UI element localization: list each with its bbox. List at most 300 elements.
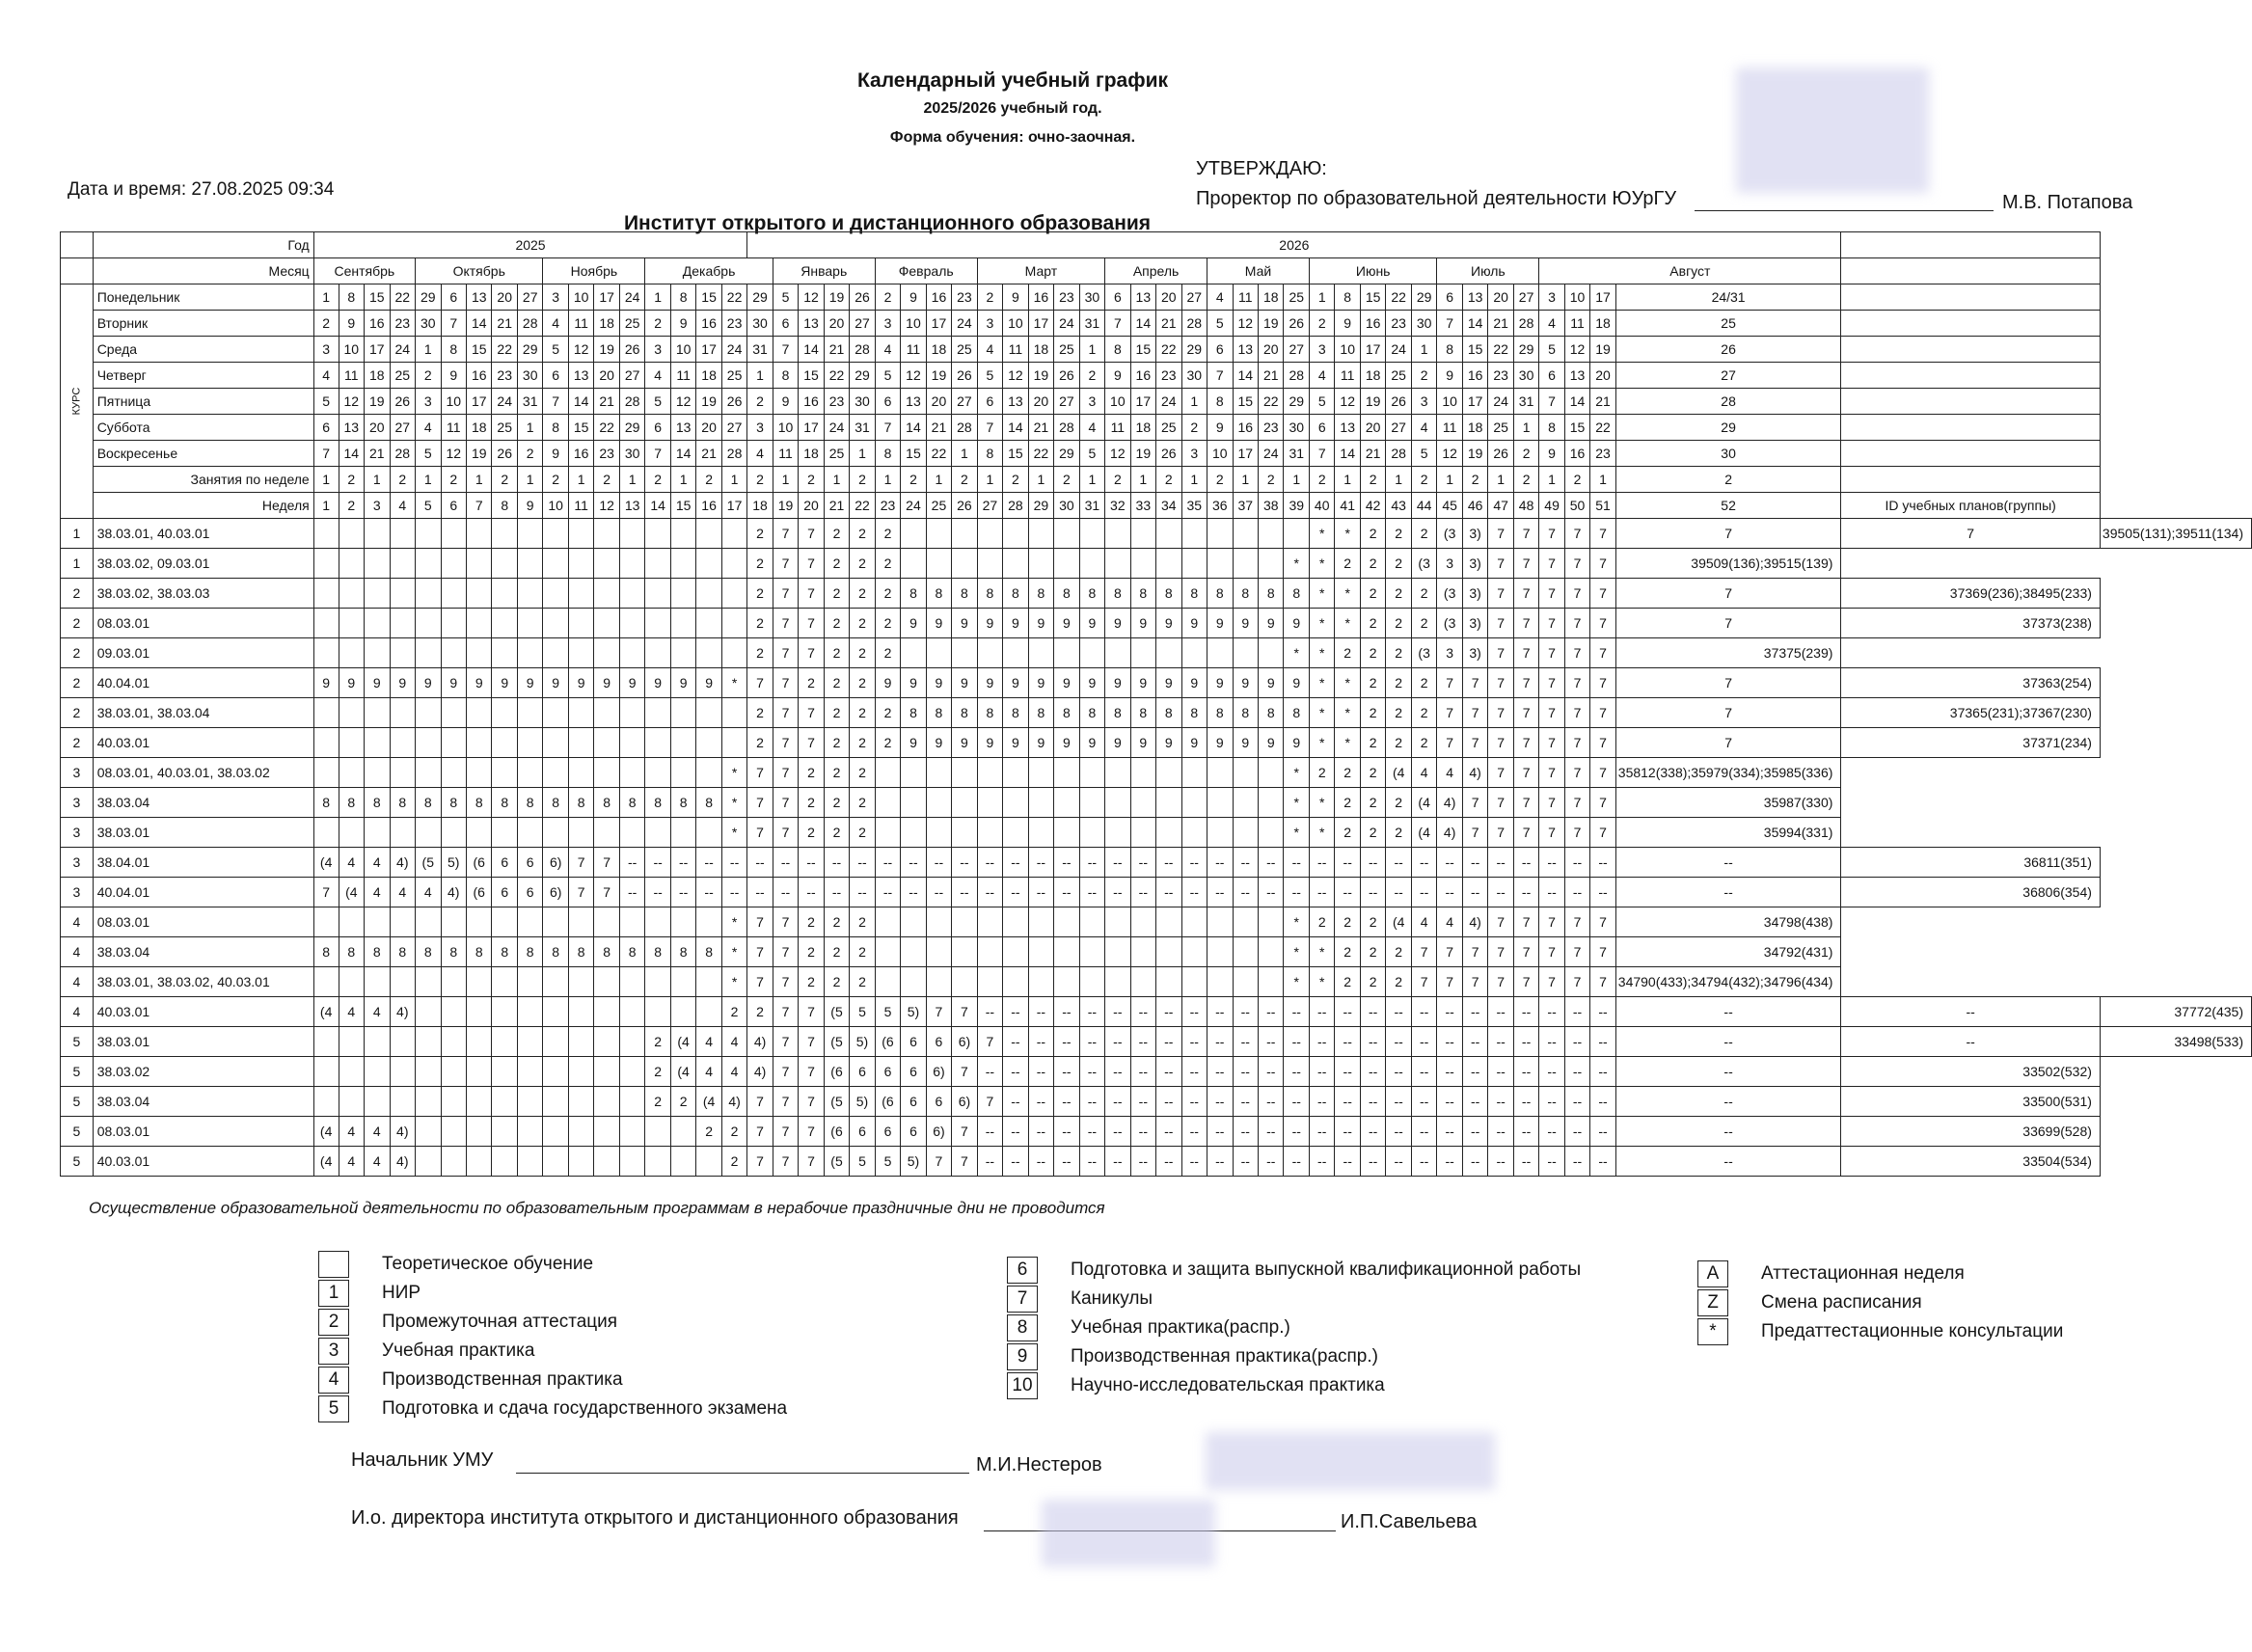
schedule-cell: 8 xyxy=(416,937,441,967)
week-number: 2 xyxy=(339,493,364,519)
schedule-cell xyxy=(1233,549,1258,579)
schedule-cell: * xyxy=(1335,698,1360,728)
lessons-cell: 1 xyxy=(824,467,849,493)
schedule-cell xyxy=(594,818,619,848)
schedule-cell xyxy=(517,907,542,937)
schedule-cell: -- xyxy=(1411,848,1436,878)
schedule-cell: -- xyxy=(721,848,746,878)
schedule-cell: -- xyxy=(1360,848,1385,878)
date-cell: 25 xyxy=(619,311,644,337)
schedule-cell: 9 xyxy=(1207,728,1233,758)
date-cell: 1 xyxy=(1079,337,1104,363)
schedule-cell: 8 xyxy=(1054,698,1079,728)
schedule-cell: 7 xyxy=(1615,519,1841,549)
schedule-cell: -- xyxy=(1003,997,1028,1027)
date-cell: 17 xyxy=(466,389,491,415)
schedule-cell: 9 xyxy=(1105,609,1130,638)
lessons-cell: 1 xyxy=(1590,467,1615,493)
schedule-cell: -- xyxy=(1259,997,1284,1027)
table-row xyxy=(61,698,2252,728)
schedule-cell: -- xyxy=(1564,878,1589,907)
schedule-cell: 7 xyxy=(799,997,824,1027)
schedule-cell: 2 xyxy=(747,549,773,579)
specialty-codes: 38.03.04 xyxy=(93,937,313,967)
date-cell: 2 xyxy=(517,441,542,467)
schedule-cell xyxy=(517,549,542,579)
date-cell: 12 xyxy=(339,389,364,415)
schedule-cell xyxy=(1079,638,1104,668)
date-cell: 9 xyxy=(441,363,466,389)
lessons-cell: 1 xyxy=(416,467,441,493)
schedule-cell: -- xyxy=(1411,1027,1436,1057)
lessons-cell: 1 xyxy=(773,467,798,493)
lessons-cell: 2 xyxy=(1054,467,1079,493)
date-cell: 2 xyxy=(875,284,900,311)
lessons-cell: 1 xyxy=(466,467,491,493)
schedule-cell: -- xyxy=(1309,1027,1334,1057)
schedule-cell: -- xyxy=(1360,1117,1385,1147)
date-cell: 17 xyxy=(926,311,951,337)
schedule-cell: -- xyxy=(1233,1147,1258,1177)
schedule-cell: -- xyxy=(1590,997,1615,1027)
date-cell: 22 xyxy=(492,337,517,363)
date-cell: 16 xyxy=(1360,311,1385,337)
schedule-cell xyxy=(568,728,593,758)
schedule-cell: 7 xyxy=(1411,967,1436,997)
schedule-cell xyxy=(952,758,977,788)
schedule-cell: 8 xyxy=(1284,579,1309,609)
schedule-cell: (3 xyxy=(1437,579,1462,609)
schedule-cell xyxy=(339,907,364,937)
date-cell: 9 xyxy=(1335,311,1360,337)
schedule-cell xyxy=(568,818,593,848)
ids-blank xyxy=(1841,311,2101,337)
schedule-cell: * xyxy=(1284,937,1309,967)
schedule-cell xyxy=(466,907,491,937)
schedule-cell: 7 xyxy=(1590,728,1615,758)
specialty-codes: 40.04.01 xyxy=(93,668,313,698)
specialty-codes: 38.03.01, 38.03.02, 40.03.01 xyxy=(93,967,313,997)
date-cell: 24 xyxy=(1156,389,1181,415)
date-cell: 1 xyxy=(850,441,875,467)
date-cell: 12 xyxy=(1233,311,1258,337)
date-cell: 8 xyxy=(773,363,798,389)
schedule-cell: -- xyxy=(824,878,849,907)
schedule-cell: (3 xyxy=(1411,549,1436,579)
schedule-cell: -- xyxy=(773,848,798,878)
schedule-cell: 9 xyxy=(1028,728,1053,758)
schedule-cell: -- xyxy=(926,878,951,907)
date-cell: 6 xyxy=(1309,415,1334,441)
schedule-cell: 7 xyxy=(773,758,798,788)
date-cell: 5 xyxy=(645,389,670,415)
date-cell: 7 xyxy=(1539,389,1564,415)
date-cell: 21 xyxy=(696,441,721,467)
legend-item xyxy=(318,1250,787,1279)
schedule-cell: 2 xyxy=(1386,579,1411,609)
schedule-cell xyxy=(1028,818,1053,848)
month-header: Июнь xyxy=(1309,258,1436,284)
date-cell: 14 xyxy=(568,389,593,415)
schedule-cell: 2 xyxy=(850,818,875,848)
schedule-cell: 2 xyxy=(1386,788,1411,818)
schedule-cell xyxy=(619,579,644,609)
course-number: 3 xyxy=(61,878,94,907)
approver-name: М.В. Потапова xyxy=(2002,192,2133,213)
schedule-cell xyxy=(416,967,441,997)
schedule-cell: * xyxy=(1309,668,1334,698)
schedule-cell: 7 xyxy=(1841,519,2101,549)
schedule-cell xyxy=(1003,818,1028,848)
date-cell: 4 xyxy=(1079,415,1104,441)
schedule-cell: 2 xyxy=(850,788,875,818)
date-cell: 23 xyxy=(1386,311,1411,337)
ids-blank xyxy=(1841,389,2101,415)
schedule-cell xyxy=(1054,788,1079,818)
schedule-cell: 2 xyxy=(1309,758,1334,788)
schedule-cell xyxy=(416,698,441,728)
schedule-cell: 8 xyxy=(543,937,568,967)
plan-ids: 36811(351) xyxy=(1841,848,2101,878)
schedule-cell: * xyxy=(1309,579,1334,609)
date-cell: 17 xyxy=(696,337,721,363)
schedule-cell xyxy=(339,519,364,549)
schedule-cell: -- xyxy=(1028,997,1053,1027)
date-cell: 7 xyxy=(773,337,798,363)
weekday-label: Вторник xyxy=(93,311,313,337)
schedule-cell xyxy=(926,519,951,549)
schedule-cell xyxy=(313,519,339,549)
schedule-cell: -- xyxy=(1309,1117,1334,1147)
date-cell: 19 xyxy=(926,363,951,389)
date-cell: 20 xyxy=(1488,284,1513,311)
date-cell: 11 xyxy=(1437,415,1462,441)
schedule-cell: -- xyxy=(1207,1117,1233,1147)
schedule-cell: 4 xyxy=(1411,758,1436,788)
schedule-cell: 7 xyxy=(747,818,773,848)
schedule-cell: * xyxy=(1309,937,1334,967)
schedule-cell xyxy=(416,1147,441,1177)
date-cell: 8 xyxy=(1437,337,1462,363)
schedule-cell: 7 xyxy=(799,698,824,728)
date-cell: 30 xyxy=(1181,363,1207,389)
schedule-cell: -- xyxy=(1054,1147,1079,1177)
date-cell: 8 xyxy=(543,415,568,441)
schedule-cell xyxy=(1259,967,1284,997)
director-name: И.П.Савельева xyxy=(1341,1511,1478,1532)
legend-code: 3 xyxy=(318,1338,349,1365)
schedule-cell xyxy=(977,638,1002,668)
week-number: 22 xyxy=(850,493,875,519)
table-row xyxy=(61,758,2252,788)
schedule-cell: 7 xyxy=(1513,579,1538,609)
schedule-cell: 7 xyxy=(1539,937,1564,967)
legend-label: Научно-исследовательская практика xyxy=(1071,1375,1385,1395)
schedule-cell xyxy=(416,728,441,758)
schedule-cell: -- xyxy=(1539,848,1564,878)
date-cell: 10 xyxy=(901,311,926,337)
kurs-vertical-label xyxy=(61,284,94,519)
schedule-cell: 8 xyxy=(645,937,670,967)
table-row xyxy=(61,1057,2252,1087)
date-cell: 9 xyxy=(543,441,568,467)
date-cell: 5 xyxy=(1539,337,1564,363)
schedule-cell: -- xyxy=(1105,1147,1130,1177)
schedule-cell: 2 xyxy=(824,609,849,638)
schedule-cell: -- xyxy=(1462,997,1487,1027)
schedule-cell: 9 xyxy=(466,668,491,698)
date-cell: 3 xyxy=(543,284,568,311)
schedule-cell: -- xyxy=(1564,1147,1589,1177)
date-cell: 11 xyxy=(670,363,695,389)
date-cell: 25 xyxy=(390,363,415,389)
schedule-cell xyxy=(1028,549,1053,579)
table-row xyxy=(61,907,2252,937)
date-cell: 5 xyxy=(313,389,339,415)
date-cell: 27 xyxy=(1615,363,1841,389)
schedule-cell: 2 xyxy=(1360,609,1385,638)
schedule-cell xyxy=(1207,967,1233,997)
schedule-cell: 2 xyxy=(875,698,900,728)
schedule-cell: 2 xyxy=(1386,967,1411,997)
date-cell: 27 xyxy=(619,363,644,389)
schedule-cell xyxy=(517,818,542,848)
schedule-cell: 8 xyxy=(952,579,977,609)
date-cell: 21 xyxy=(824,337,849,363)
schedule-cell: 7 xyxy=(799,728,824,758)
week-number: 6 xyxy=(441,493,466,519)
date-cell: 27 xyxy=(390,415,415,441)
schedule-cell: 4 xyxy=(339,848,364,878)
date-cell: 10 xyxy=(1105,389,1130,415)
schedule-cell: 6 xyxy=(901,1087,926,1117)
specialty-codes: 40.04.01 xyxy=(93,878,313,907)
schedule-cell xyxy=(1259,818,1284,848)
print-datetime: Дата и время: 27.08.2025 09:34 xyxy=(68,179,335,200)
date-cell: 3 xyxy=(313,337,339,363)
schedule-cell: 7 xyxy=(1564,728,1589,758)
date-cell: 16 xyxy=(926,284,951,311)
date-cell: 8 xyxy=(977,441,1002,467)
plan-ids: 36806(354) xyxy=(1841,878,2101,907)
date-cell: 24 xyxy=(824,415,849,441)
schedule-cell xyxy=(313,579,339,609)
schedule-cell: 2 xyxy=(824,818,849,848)
schedule-cell: 7 xyxy=(799,1057,824,1087)
schedule-cell: -- xyxy=(1539,878,1564,907)
schedule-cell: 7 xyxy=(747,1087,773,1117)
schedule-cell: 6) xyxy=(543,878,568,907)
date-cell: 13 xyxy=(901,389,926,415)
schedule-cell: 9 xyxy=(1156,609,1181,638)
schedule-cell: -- xyxy=(1259,1087,1284,1117)
schedule-cell: 2 xyxy=(1411,698,1436,728)
schedule-cell: 2 xyxy=(1360,788,1385,818)
schedule-cell: -- xyxy=(1028,848,1053,878)
schedule-cell xyxy=(517,609,542,638)
date-cell: 4 xyxy=(977,337,1002,363)
schedule-cell: -- xyxy=(1462,878,1487,907)
schedule-cell xyxy=(1054,967,1079,997)
schedule-cell: 7 xyxy=(1513,698,1538,728)
schedule-cell xyxy=(670,997,695,1027)
legend-column-2 xyxy=(1007,1256,1581,1400)
schedule-cell: 7 xyxy=(1513,937,1538,967)
schedule-cell: 4) xyxy=(441,878,466,907)
schedule-cell: -- xyxy=(619,878,644,907)
schedule-cell: -- xyxy=(1437,848,1462,878)
schedule-cell: 7 xyxy=(1539,728,1564,758)
schedule-cell: 7 xyxy=(1564,758,1589,788)
schedule-cell: 6 xyxy=(875,1057,900,1087)
schedule-cell xyxy=(390,1027,415,1057)
date-cell: 11 xyxy=(441,415,466,441)
date-cell: 6 xyxy=(1539,363,1564,389)
schedule-cell: * xyxy=(721,937,746,967)
schedule-cell: -- xyxy=(1130,1027,1155,1057)
schedule-cell: 8 xyxy=(339,937,364,967)
date-cell: 10 xyxy=(339,337,364,363)
schedule-cell xyxy=(670,1117,695,1147)
schedule-cell: 7 xyxy=(773,967,798,997)
schedule-cell: 7 xyxy=(977,1087,1002,1117)
date-cell: 28 xyxy=(1513,311,1538,337)
schedule-cell: (3 xyxy=(1437,519,1462,549)
schedule-cell: -- xyxy=(1590,1057,1615,1087)
schedule-cell: 7 xyxy=(1590,967,1615,997)
schedule-cell: (5 xyxy=(824,1087,849,1117)
schedule-cell xyxy=(390,1057,415,1087)
schedule-cell xyxy=(441,1147,466,1177)
schedule-cell: 8 xyxy=(926,698,951,728)
schedule-cell xyxy=(1233,788,1258,818)
date-cell: 5 xyxy=(875,363,900,389)
schedule-cell: 6) xyxy=(952,1027,977,1057)
schedule-cell xyxy=(696,997,721,1027)
schedule-cell xyxy=(1003,758,1028,788)
date-cell: 4 xyxy=(645,363,670,389)
schedule-cell: 2 xyxy=(747,997,773,1027)
schedule-cell xyxy=(1003,937,1028,967)
schedule-cell xyxy=(670,907,695,937)
table-row xyxy=(61,878,2252,907)
date-cell: 26 xyxy=(721,389,746,415)
schedule-cell: -- xyxy=(1437,1087,1462,1117)
lessons-cell: 1 xyxy=(365,467,390,493)
schedule-cell xyxy=(390,549,415,579)
date-cell: 4 xyxy=(313,363,339,389)
month-header: Ноябрь xyxy=(543,258,645,284)
legend-item xyxy=(1007,1342,1581,1371)
schedule-cell: (4 xyxy=(1386,907,1411,937)
schedule-cell xyxy=(492,907,517,937)
ids-blank xyxy=(1841,232,2101,258)
plan-ids: 37365(231);37367(230) xyxy=(1841,698,2101,728)
schedule-cell xyxy=(901,519,926,549)
schedule-cell xyxy=(1054,519,1079,549)
schedule-cell xyxy=(492,549,517,579)
schedule-cell: 9 xyxy=(1284,609,1309,638)
schedule-cell xyxy=(594,1057,619,1087)
schedule-cell xyxy=(568,609,593,638)
schedule-cell: -- xyxy=(1233,1087,1258,1117)
legend-label: Предаттестационные консультации xyxy=(1761,1321,2064,1341)
schedule-cell: 4) xyxy=(747,1057,773,1087)
schedule-cell xyxy=(1259,788,1284,818)
schedule-cell: -- xyxy=(1488,997,1513,1027)
schedule-cell xyxy=(1028,638,1053,668)
schedule-cell xyxy=(594,638,619,668)
schedule-cell xyxy=(977,818,1002,848)
schedule-cell: -- xyxy=(1411,997,1436,1027)
lessons-cell: 2 xyxy=(1564,467,1589,493)
schedule-cell: -- xyxy=(1105,997,1130,1027)
schedule-cell: 3) xyxy=(1462,549,1487,579)
schedule-cell: 8 xyxy=(365,788,390,818)
schedule-cell: -- xyxy=(1437,997,1462,1027)
date-cell: 17 xyxy=(1590,284,1615,311)
schedule-cell: 8 xyxy=(441,937,466,967)
week-number: 43 xyxy=(1386,493,1411,519)
schedule-cell: 7 xyxy=(1615,728,1841,758)
schedule-cell: 3) xyxy=(1462,638,1487,668)
week-number: 23 xyxy=(875,493,900,519)
schedule-cell: 9 xyxy=(1156,668,1181,698)
course-number: 3 xyxy=(61,818,94,848)
table-row xyxy=(61,788,2252,818)
schedule-cell: 2 xyxy=(1360,579,1385,609)
legend-label: Промежуточная аттестация xyxy=(382,1312,618,1332)
date-cell: 11 xyxy=(773,441,798,467)
week-number: 5 xyxy=(416,493,441,519)
schedule-cell xyxy=(441,818,466,848)
date-cell: 5 xyxy=(977,363,1002,389)
schedule-cell xyxy=(441,758,466,788)
plan-ids: 33699(528) xyxy=(1841,1117,2101,1147)
date-cell: 25 xyxy=(1488,415,1513,441)
schedule-cell: 7 xyxy=(1513,609,1538,638)
schedule-cell: 4 xyxy=(721,1057,746,1087)
schedule-cell: 2 xyxy=(1386,818,1411,848)
date-cell: 19 xyxy=(824,284,849,311)
schedule-cell: -- xyxy=(1028,1117,1053,1147)
schedule-cell: -- xyxy=(1105,1057,1130,1087)
ids-blank xyxy=(1841,415,2101,441)
schedule-cell: 7 xyxy=(773,698,798,728)
schedule-cell: 8 xyxy=(1259,579,1284,609)
week-number: 49 xyxy=(1539,493,1564,519)
date-cell: 13 xyxy=(339,415,364,441)
schedule-cell xyxy=(1130,907,1155,937)
date-cell: 5 xyxy=(543,337,568,363)
legend-item xyxy=(1697,1288,2063,1317)
schedule-cell xyxy=(1105,967,1130,997)
schedule-cell: 7 xyxy=(952,1147,977,1177)
schedule-cell: (4 xyxy=(313,1147,339,1177)
table-row xyxy=(61,818,2252,848)
date-cell: 15 xyxy=(1130,337,1155,363)
date-cell: 12 xyxy=(799,284,824,311)
schedule-cell: 7 xyxy=(952,997,977,1027)
schedule-cell: 7 xyxy=(773,668,798,698)
schedule-cell xyxy=(926,907,951,937)
schedule-cell: 4 xyxy=(365,848,390,878)
schedule-cell: 5) xyxy=(850,1027,875,1057)
schedule-cell: 7 xyxy=(773,937,798,967)
schedule-cell xyxy=(365,967,390,997)
lessons-cell: 1 xyxy=(670,467,695,493)
legend-item xyxy=(318,1366,787,1395)
